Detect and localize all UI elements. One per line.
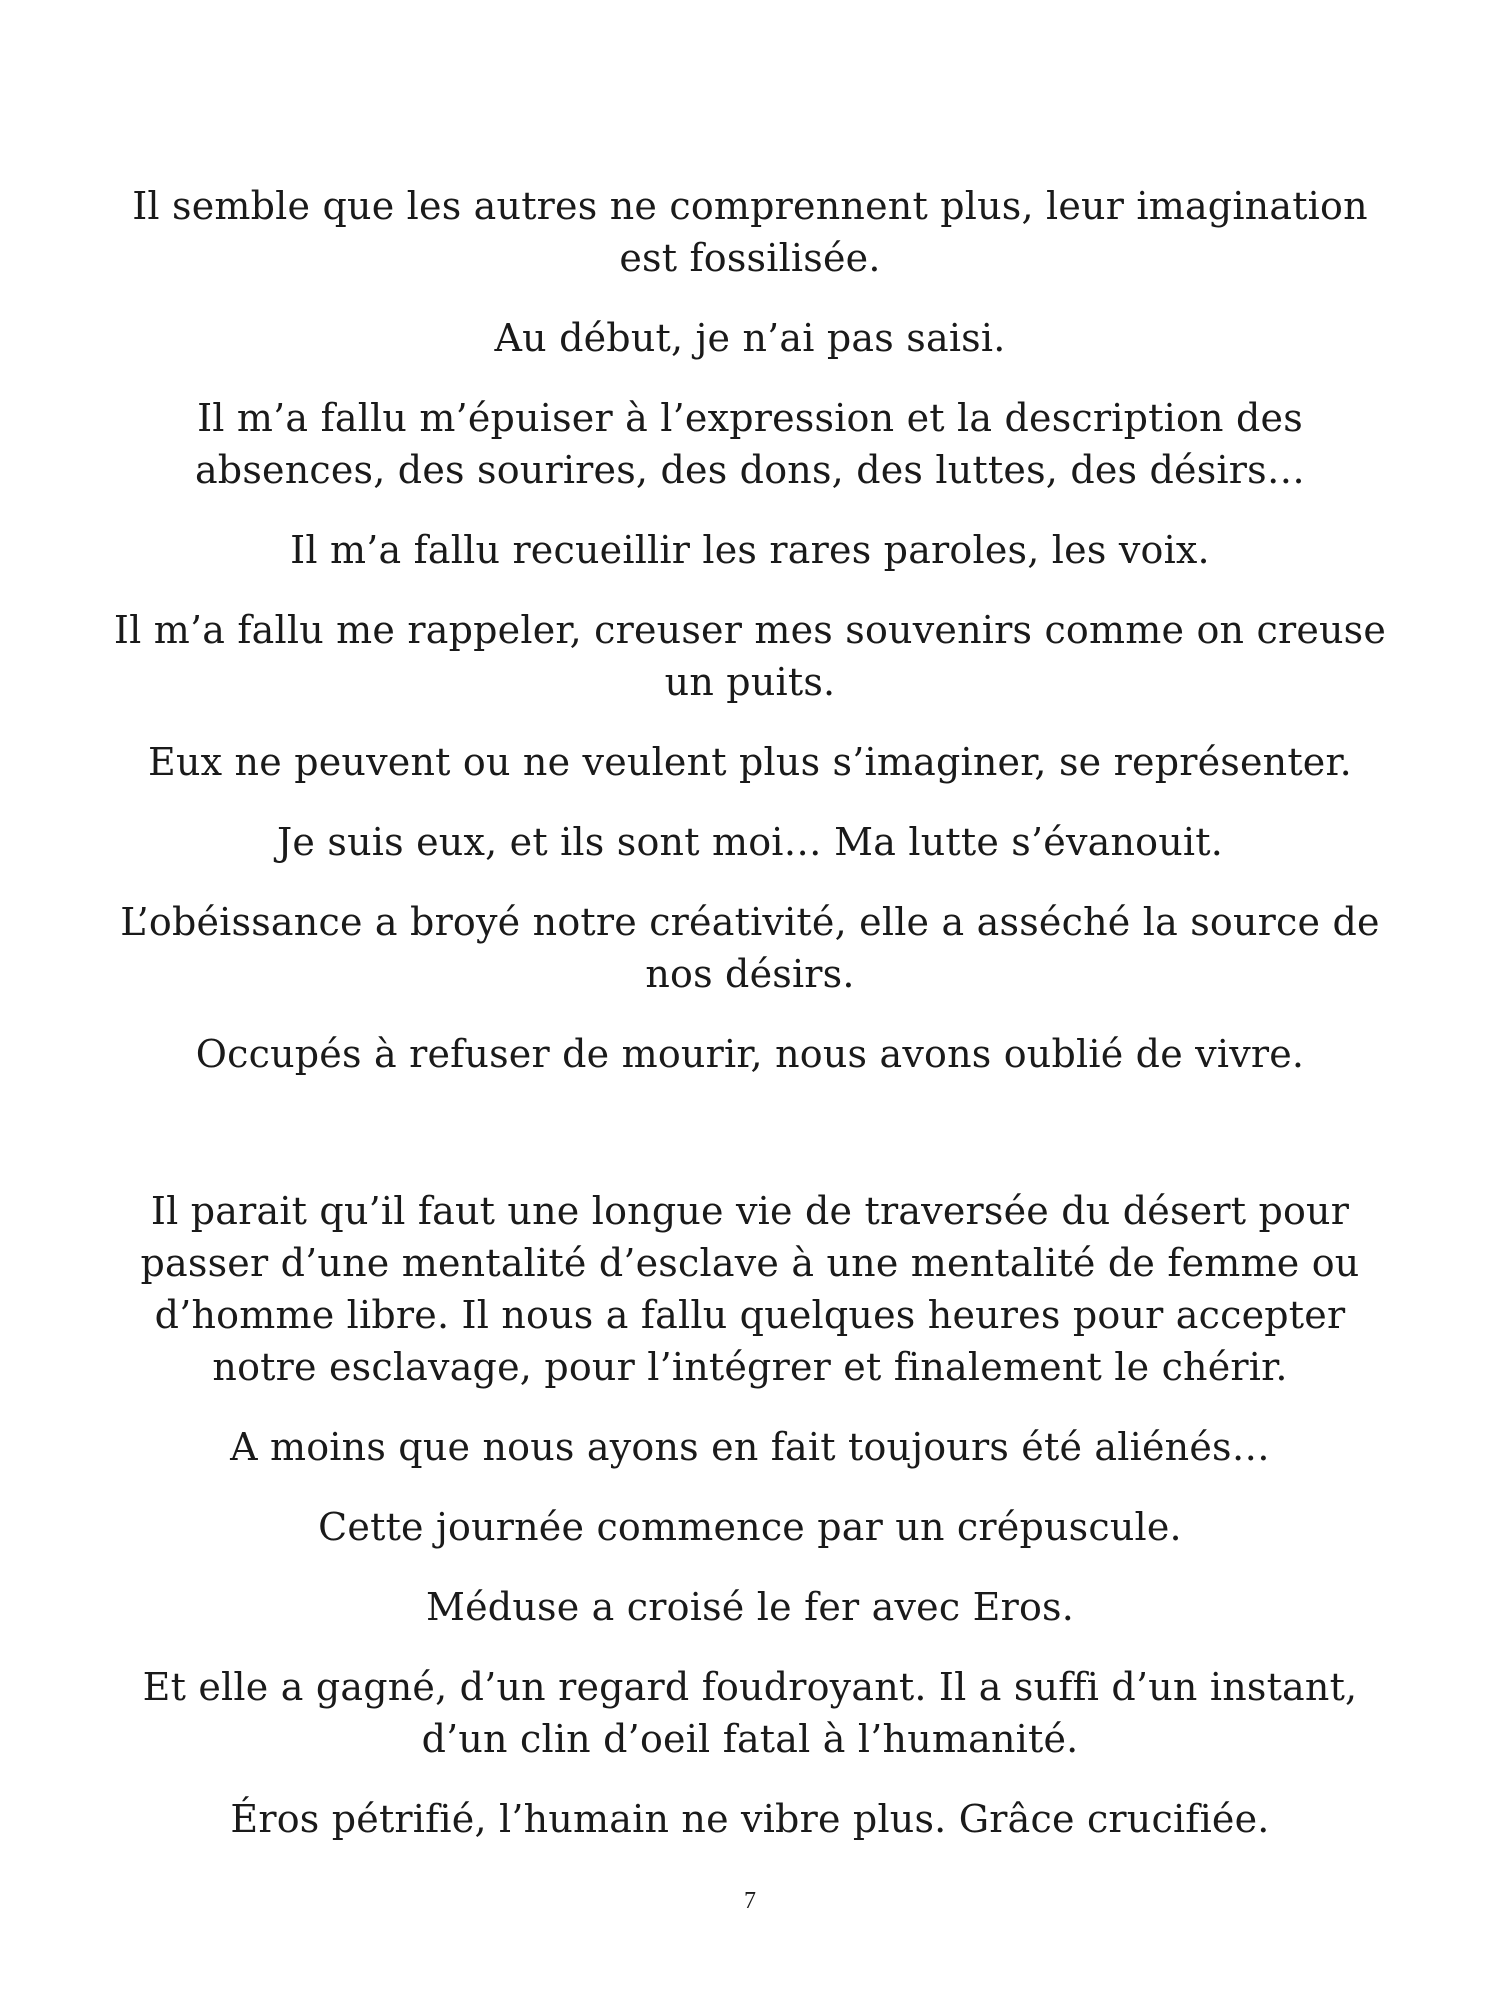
paragraph: A moins que nous ayons en fait toujours été aliénés… xyxy=(230,1425,1270,1469)
paragraph: Je suis eux, et ils sont moi… Ma lutte s’évanouit. xyxy=(276,820,1224,864)
paragraph: L’obéissance a broyé notre créativité, elle a asséché la source de nos désirs. xyxy=(120,900,1380,996)
text-section-2 xyxy=(100,1185,1400,1873)
paragraph: Au début, je n’ai pas saisi. xyxy=(494,316,1006,360)
paragraph: Occupés à refuser de mourir, nous avons oublié de vivre. xyxy=(195,1032,1305,1076)
paragraph: Eux ne peuvent ou ne veulent plus s’imaginer, se représenter. xyxy=(148,740,1352,784)
paragraph: Il m’a fallu recueillir les rares paroles, les voix. xyxy=(290,528,1210,572)
paragraph: Il semble que les autres ne comprennent plus, leur imagination est fossilisée. xyxy=(132,184,1368,280)
text-section-1 xyxy=(100,180,1400,1108)
paragraph: Éros pétrifié, l’humain ne vibre plus. Grâce crucifiée. xyxy=(230,1797,1270,1841)
paragraph: Méduse a croisé le fer avec Eros. xyxy=(426,1585,1074,1629)
paragraph: Il m’a fallu m’épuiser à l’expression et la description des absences, des sourires, des dons, des luttes, des désirs… xyxy=(194,396,1306,492)
page-number: 7 xyxy=(744,1888,756,1914)
paragraph: Et elle a gagné, d’un regard foudroyant. Il a suffi d’un instant, d’un clin d’oeil fatal à l’humanité. xyxy=(142,1665,1358,1761)
paragraph: Il m’a fallu me rappeler, creuser mes souvenirs comme on creuse un puits. xyxy=(113,608,1387,704)
paragraph: Cette journée commence par un crépuscule. xyxy=(318,1505,1182,1549)
paragraph: Il parait qu’il faut une longue vie de traversée du désert pour passer d’une mentalité d’esclave à une mentalité de femme ou d’homme libre. Il nous a fallu quelques heures pour accepter notre esclavage, pour l’intégrer et finalement le chérir. xyxy=(140,1189,1360,1389)
